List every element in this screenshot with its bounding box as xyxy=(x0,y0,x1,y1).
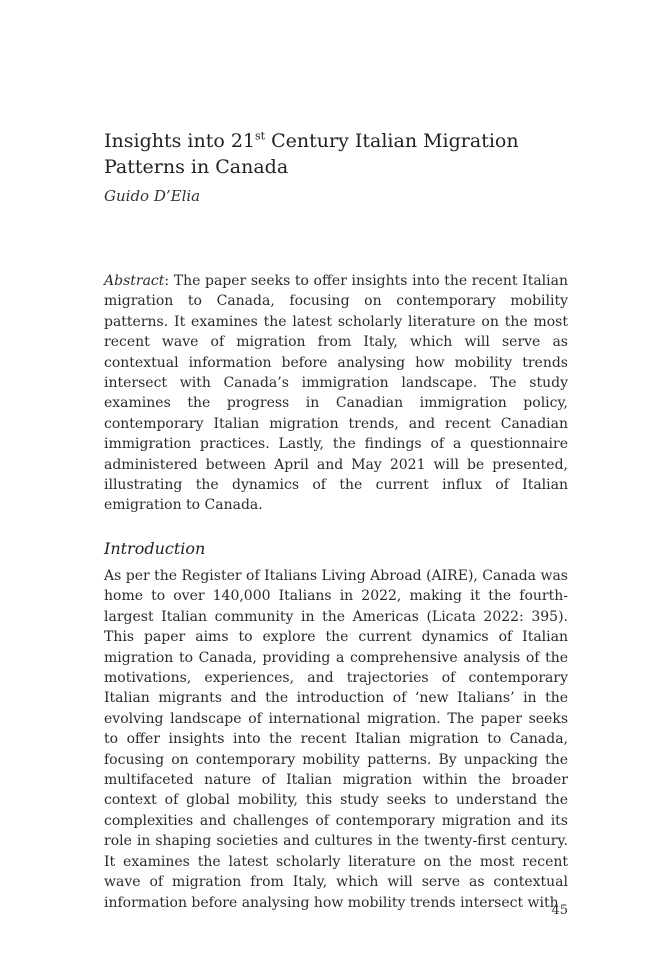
abstract xyxy=(104,271,568,516)
section-heading-introduction: Introduction xyxy=(104,539,206,558)
author-name: Guido D’Elia xyxy=(104,187,201,205)
introduction-paragraph: As per the Register of Italians Living Abroad (AIRE), Canada was home to over 140,000 Italians in 2022, making it the fourth-largest Italian community in the Americas (Licata 2022: 395). This paper aims to explore the current dynamics of Italian migration to Canada, providing a comprehensive analysis of the motivations, experiences, and trajectories of contemporary Italian migrants and the introduction of ‘new Italians’ in the evolving landscape of international migration. The paper seeks to offer insights into the recent Italian migration to Canada, focusing on contemporary mobility patterns. By unpacking the multifaceted nature of Italian migration within the broader context of global mobility, this study seeks to understand the complexities and challenges of contemporary migration and its role in shaping societies and cultures in the twenty-first century. It examines the latest scholarly literature on the most recent wave of migration from Italy, which will serve as contextual information before analysing how mobility trends intersect with xyxy=(104,568,568,911)
article-title xyxy=(104,128,568,180)
abstract-text: : The paper seeks to offer insights into the recent Italian migration to Canada, focusing on contemporary mobility patterns. It examines the latest scholarly literature on the most recent wave of migration from Italy, which will serve as contextual information before analysing how mobility trends intersect with Canada’s immigration landscape. The study examines the progress in Canadian immigration policy, contemporary Italian migration trends, and recent Canadian immigration practices. Lastly, the findings of a questionnaire administered between April and May 2021 will be presented, illustrating the dynamics of the current influx of Italian emigration to Canada. xyxy=(104,273,568,514)
abstract-label: Abstract xyxy=(104,273,165,289)
article-title-superscript: st xyxy=(255,129,266,143)
page xyxy=(104,0,568,964)
article-title-part2: Century Italian Migration Patterns in Canada xyxy=(104,130,519,178)
page-number: 45 xyxy=(551,903,568,918)
article-title-part1: Insights into 21 xyxy=(104,130,255,152)
